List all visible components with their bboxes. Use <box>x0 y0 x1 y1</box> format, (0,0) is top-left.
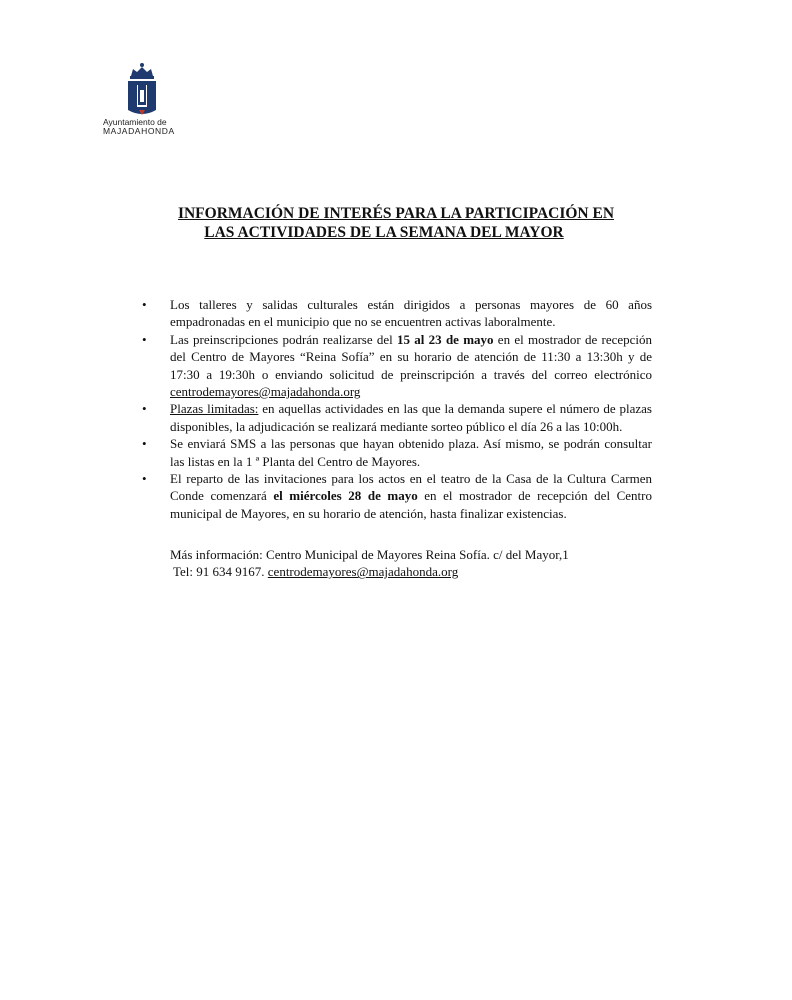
bullet-preregistration-dates: 15 al 23 de mayo <box>397 331 494 347</box>
bullet-invitations-text-pre: El reparto de las invitaciones para los actos en el teatro de la Casa de la Cultura Carmen Conde comenzará <box>170 471 652 504</box>
contact-email-link[interactable]: centrodemayores@majadahonda.org <box>267 564 459 580</box>
bullet-preregistration-text-post: en el mostrador de recepción del Centro de Mayores “Reina Sofía” en su horario de atención de 11:30 a 13:30h y de 17:30 a 19:30h o enviando solicitud de preinscripción a través del correo electrónico <box>170 331 653 382</box>
title-line1: INFORMACIÓN DE INTERÉS PARA LA PARTICIPACIÓN EN <box>177 205 615 222</box>
logo-text-line2: MAJADAHONDA <box>103 126 175 136</box>
bullet-invitations-text-post: en el mostrador de recepción del Centro municipal de Mayores, en su horario de atención, hasta finalizar existencias. <box>170 488 652 521</box>
bullet-sms <box>140 435 652 470</box>
crown-tower-emblem-icon <box>125 62 159 118</box>
bullet-limited-places <box>140 400 652 435</box>
info-bullet-list <box>140 296 652 522</box>
bullet-limited-places-text: en aquellas actividades en las que la demanda supere el número de plazas disponibles, la adjudicación se realizará mediante sorteo público el día 26 a las 10:00h. <box>170 401 652 434</box>
bullet-preregistration-text-pre: Las preinscripciones podrán realizarse del <box>170 331 398 347</box>
bullet-invitations-date: el miércoles 28 de mayo <box>273 488 418 504</box>
bullet-eligibility-text: Los talleres y salidas culturales están dirigidos a personas mayores de 60 años empadronadas en el municipio que no se encuentren activas laboralmente. <box>170 297 652 330</box>
municipal-logo <box>103 62 183 136</box>
more-info <box>170 546 670 581</box>
more-info-address: Más información: Centro Municipal de Mayores Reina Sofía. c/ del Mayor,1 <box>170 547 569 562</box>
more-info-phone: Tel: 91 634 9167. <box>173 564 268 580</box>
logo-text-line1: Ayuntamiento de <box>103 117 167 127</box>
bullet-preregistration <box>140 331 652 401</box>
bullet-sms-text: Se enviará SMS a las personas que hayan obtenido plaza. Así mismo, se podrán consultar las listas en la 1 ª Planta del Centro de Mayores. <box>170 436 652 469</box>
title-line2: LAS ACTIVIDADES DE LA SEMANA DEL MAYOR <box>204 224 564 241</box>
bullet-eligibility <box>140 296 652 331</box>
more-info-contact <box>170 563 670 580</box>
preregistration-email-link[interactable]: centrodemayores@majadahonda.org <box>170 384 361 400</box>
document-title <box>120 204 672 242</box>
limited-places-label: Plazas limitadas: <box>170 401 259 417</box>
bullet-invitations <box>140 470 652 522</box>
